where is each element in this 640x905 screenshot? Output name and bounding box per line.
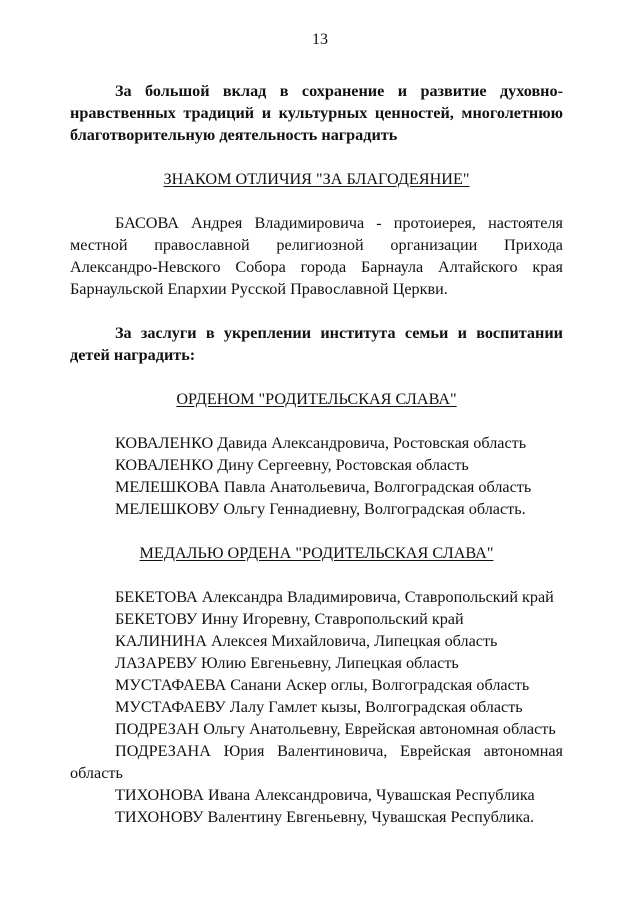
award-intro-charity: За большой вклад в сохранение и развитие духовно-нравственных традиций и культурных ценностей, многолетнюю благотворительную деятельность наградить [70, 82, 563, 144]
award-heading-charity-badge: ЗНАКОМ ОТЛИЧИЯ "ЗА БЛАГОДЕЯНИЕ" [163, 170, 470, 188]
list-item: КОВАЛЕНКО Дину Сергеевну, Ростовская область [115, 456, 469, 474]
list-item: БЕКЕТОВУ Инну Игоревну, Ставропольский край [115, 610, 464, 628]
award-heading-parental-glory-medal: МЕДАЛЬЮ ОРДЕНА "РОДИТЕЛЬСКАЯ СЛАВА" [139, 544, 494, 562]
list-item: МУСТАФАЕВА Санани Аскер оглы, Волгоградская область [115, 676, 530, 694]
medal-recipients-list [70, 586, 563, 828]
list-item: МУСТАФАЕВУ Лалу Гамлет кызы, Волгоградская область [115, 698, 523, 716]
page-number: 13 [312, 31, 328, 48]
list-item: КАЛИНИНА Алексея Михайловича, Липецкая область [115, 632, 498, 650]
list-item: ТИХОНОВУ Валентину Евгеньевну, Чувашская Республика. [115, 808, 535, 826]
order-recipients-list [70, 432, 563, 520]
list-item: БЕКЕТОВА Александра Владимировича, Ставропольский край [115, 588, 554, 606]
award-heading-parental-glory-order: ОРДЕНОМ "РОДИТЕЛЬСКАЯ СЛАВА" [176, 390, 457, 408]
document-body [70, 80, 563, 828]
list-item: КОВАЛЕНКО Давида Александровича, Ростовская область [115, 434, 527, 452]
list-item: ПОДРЕЗАНА Юрия Валентиновича, Еврейская автономная область [70, 742, 563, 782]
list-item: МЕЛЕШКОВА Павла Анатольевича, Волгоградская область [115, 478, 532, 496]
list-item: ЛАЗАРЕВУ Юлию Евгеньевну, Липецкая область [115, 654, 459, 672]
list-item: МЕЛЕШКОВУ Ольгу Геннадиевну, Волгоградская область. [115, 500, 526, 518]
award-intro-family: За заслуги в укреплении института семьи и воспитании детей наградить: [70, 324, 563, 364]
recipient-basov: БАСОВА Андрея Владимировича - протоиерея, настоятеля местной православной религиозной организации Прихода Александро-Невского Собора города Барнаула Алтайского края Барнаульской Епархии Русской Православной Церкви. [70, 214, 563, 298]
list-item: ТИХОНОВА Ивана Александровича, Чувашская Республика [115, 786, 535, 804]
list-item: ПОДРЕЗАН Ольгу Анатольевну, Еврейская автономная область [115, 720, 556, 738]
